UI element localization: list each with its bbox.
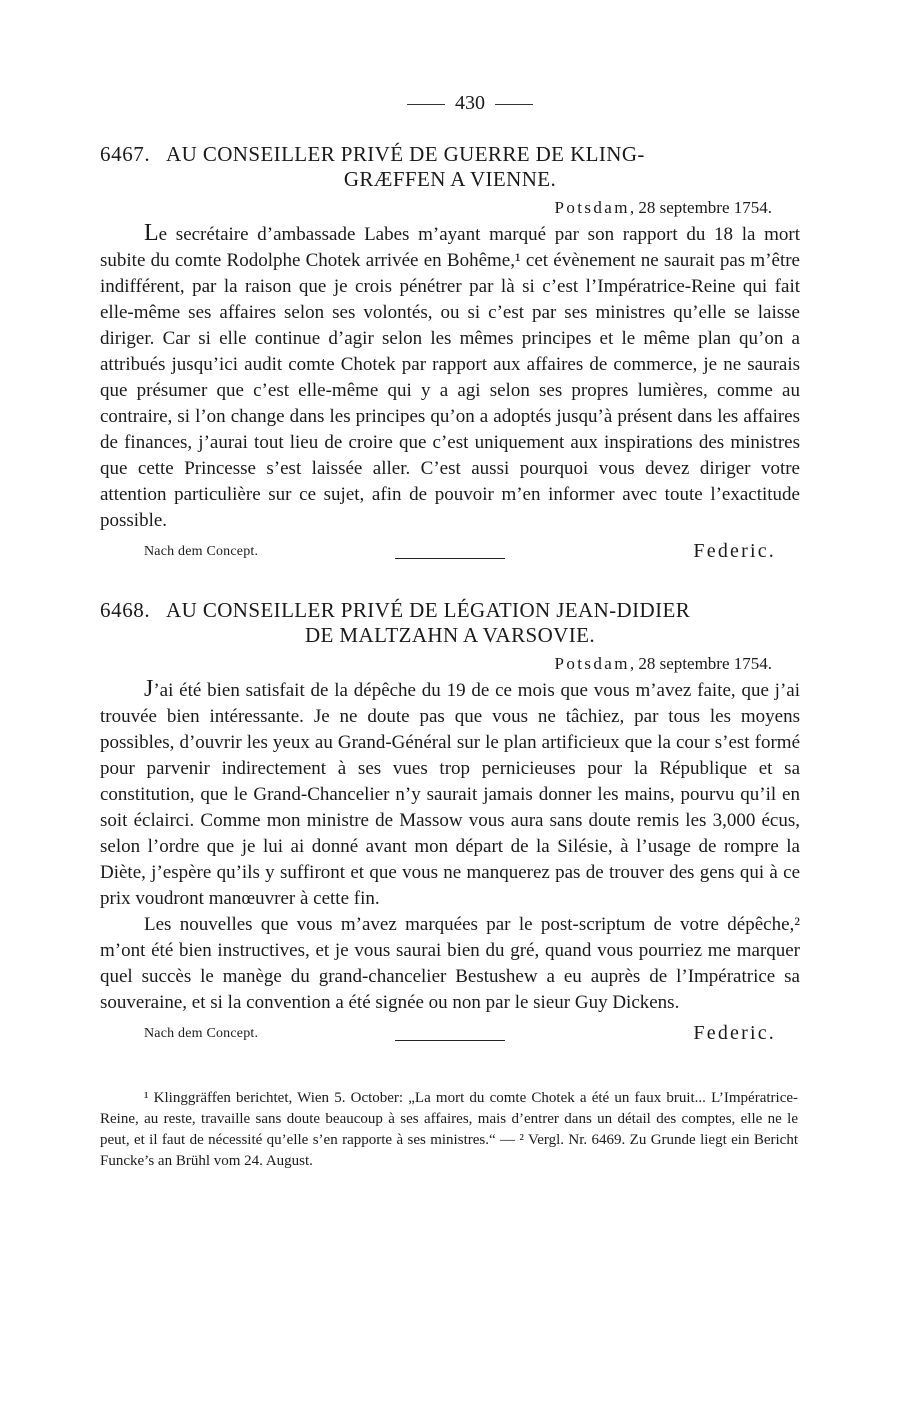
source-note: Nach dem Concept. (144, 1026, 259, 1041)
letter-paragraph (100, 220, 800, 534)
initial-letter: L (144, 220, 159, 246)
footnote-text: ¹ Klinggräffen berichtet, Wien 5. October: „La mort du comte Chotek a été un faux bruit... L’Impératrice-Reine, au reste, travaille sans doute beaucoup à ses affaires, mais d’entrer dans un détail des comptes, elle ne le peut, et il faut de nécessité qu’elle s’en rapporte à ses ministres.“ — ² Vergl. Nr. 6469. Zu Grunde liegt ein Bericht Funcke’s an Brühl vom 24. August. (100, 1090, 798, 1169)
letter-paragraph-text: e secrétaire d’ambassade Labes m’ayant marqué par son rapport du 18 la mort subite du comte Rodolphe Chotek arrivée en Bohême,¹ cet évènement ne saurait pas m’être indifférent, par la raison que je crois pénétrer par là si c’est l’Impératrice-Reine qui fait elle-même ses affaires selon ses volontés, ou si c’est par ses ministres qu’elle se laisse diriger. Car si elle continue d’agir selon les mêmes principes et le même plan qu’on a attribués jusqu’ici audit comte Chotek par rapport aux affaires de commerce, je ne saurais que présumer que c’est elle-même qui y a agi selon ses propres lumières, comme au contraire, si l’on change dans les principes qu’on a adoptés jusqu’à présent dans les affaires de finances, j’aurai tout lieu de croire que c’est uniquement aux inspirations des ministres que cette Princesse s’est laissée aller. C’est aussi pourquoi vous devez diriger votre attention particulière sur ce sujet, afin de pouvoir m’en informer avec toute l’exactitude possible. (100, 224, 800, 531)
page-number (140, 90, 800, 116)
page-number-value: 430 (455, 92, 485, 114)
letter-number: 6467. (100, 142, 151, 166)
letter-heading-line1 (100, 142, 800, 167)
letter-signoff (100, 1022, 800, 1058)
initial-letter: J (144, 676, 154, 702)
separator-rule (395, 558, 505, 559)
letter-number: 6468. (100, 598, 151, 622)
letter-dateline (100, 653, 800, 675)
document-page (100, 90, 800, 1172)
page-number-right-dash (495, 104, 533, 105)
letter-paragraph-text: ’ai été bien satisfait de la dépêche du 19 de ce mois que vous m’avez faite, que j’ai trouvée bien intéressante. Je ne doute pas que vous ne tâchiez, par tous les moyens possibles, d’ouvrir les yeux au Grand-Général sur le plan artificieux que la cour s’est formé pour parvenir indirectement à ses vues trop pernicieuses pour la République et sa constitution, que le Grand-Chancelier n’y saurait jamais donner les mains, pourvu qu’il en soit éclairci. Comme mon ministre de Massow vous aura sans doute remis les 3,000 écus, selon l’ordre que je lui ai donné avant mon départ de la Silésie, à l’usage de rompre la Diète, j’espère qu’ils y suffiront et que vous ne manquerez pas de trouver des gens qui à ce prix voudront manœuvrer à cette fin. (100, 680, 800, 909)
source-note: Nach dem Concept. (144, 544, 259, 559)
letter-signoff (100, 540, 800, 576)
letter-heading (100, 142, 800, 192)
letter-heading-text: AU CONSEILLER PRIVÉ DE LÉGATION JEAN-DIDIER (166, 598, 691, 622)
signature: Federic. (693, 540, 776, 562)
page-number-left-dash (407, 104, 445, 105)
signature: Federic. (693, 1022, 776, 1044)
letter-heading-line1 (100, 598, 800, 623)
letter-paragraph: Les nouvelles que vous m’avez marquées par le post-scriptum de votre dépêche,² m’ont été bien instructives, et je vous saurai bien du gré, quand vous pourriez me marquer quel succès le manège du grand-chancelier Bestushew a eu auprès de l’Impératrice sa souveraine, et si la convention a été signée ou non par le sieur Guy Dickens. (100, 914, 800, 1013)
letter-place: Potsdam (554, 198, 630, 217)
letter-body (100, 676, 800, 1016)
letter-date: , 28 septembre 1754. (629, 198, 772, 217)
letter-6467 (100, 142, 800, 576)
letter-date: , 28 septembre 1754. (629, 654, 772, 673)
letter-6468 (100, 598, 800, 1058)
letter-heading-text: AU CONSEILLER PRIVÉ DE GUERRE DE KLING- (166, 142, 645, 166)
letter-heading-line2: DE MALTZAHN A VARSOVIE. (304, 623, 595, 647)
separator-rule (395, 1040, 505, 1041)
letter-dateline (100, 197, 800, 219)
footnotes (100, 1088, 800, 1172)
letter-place: Potsdam (554, 654, 630, 673)
letter-heading (100, 598, 800, 648)
letter-body (100, 220, 800, 534)
letter-paragraph (100, 676, 800, 912)
letter-heading-line2: GRÆFFEN A VIENNE. (343, 167, 557, 191)
